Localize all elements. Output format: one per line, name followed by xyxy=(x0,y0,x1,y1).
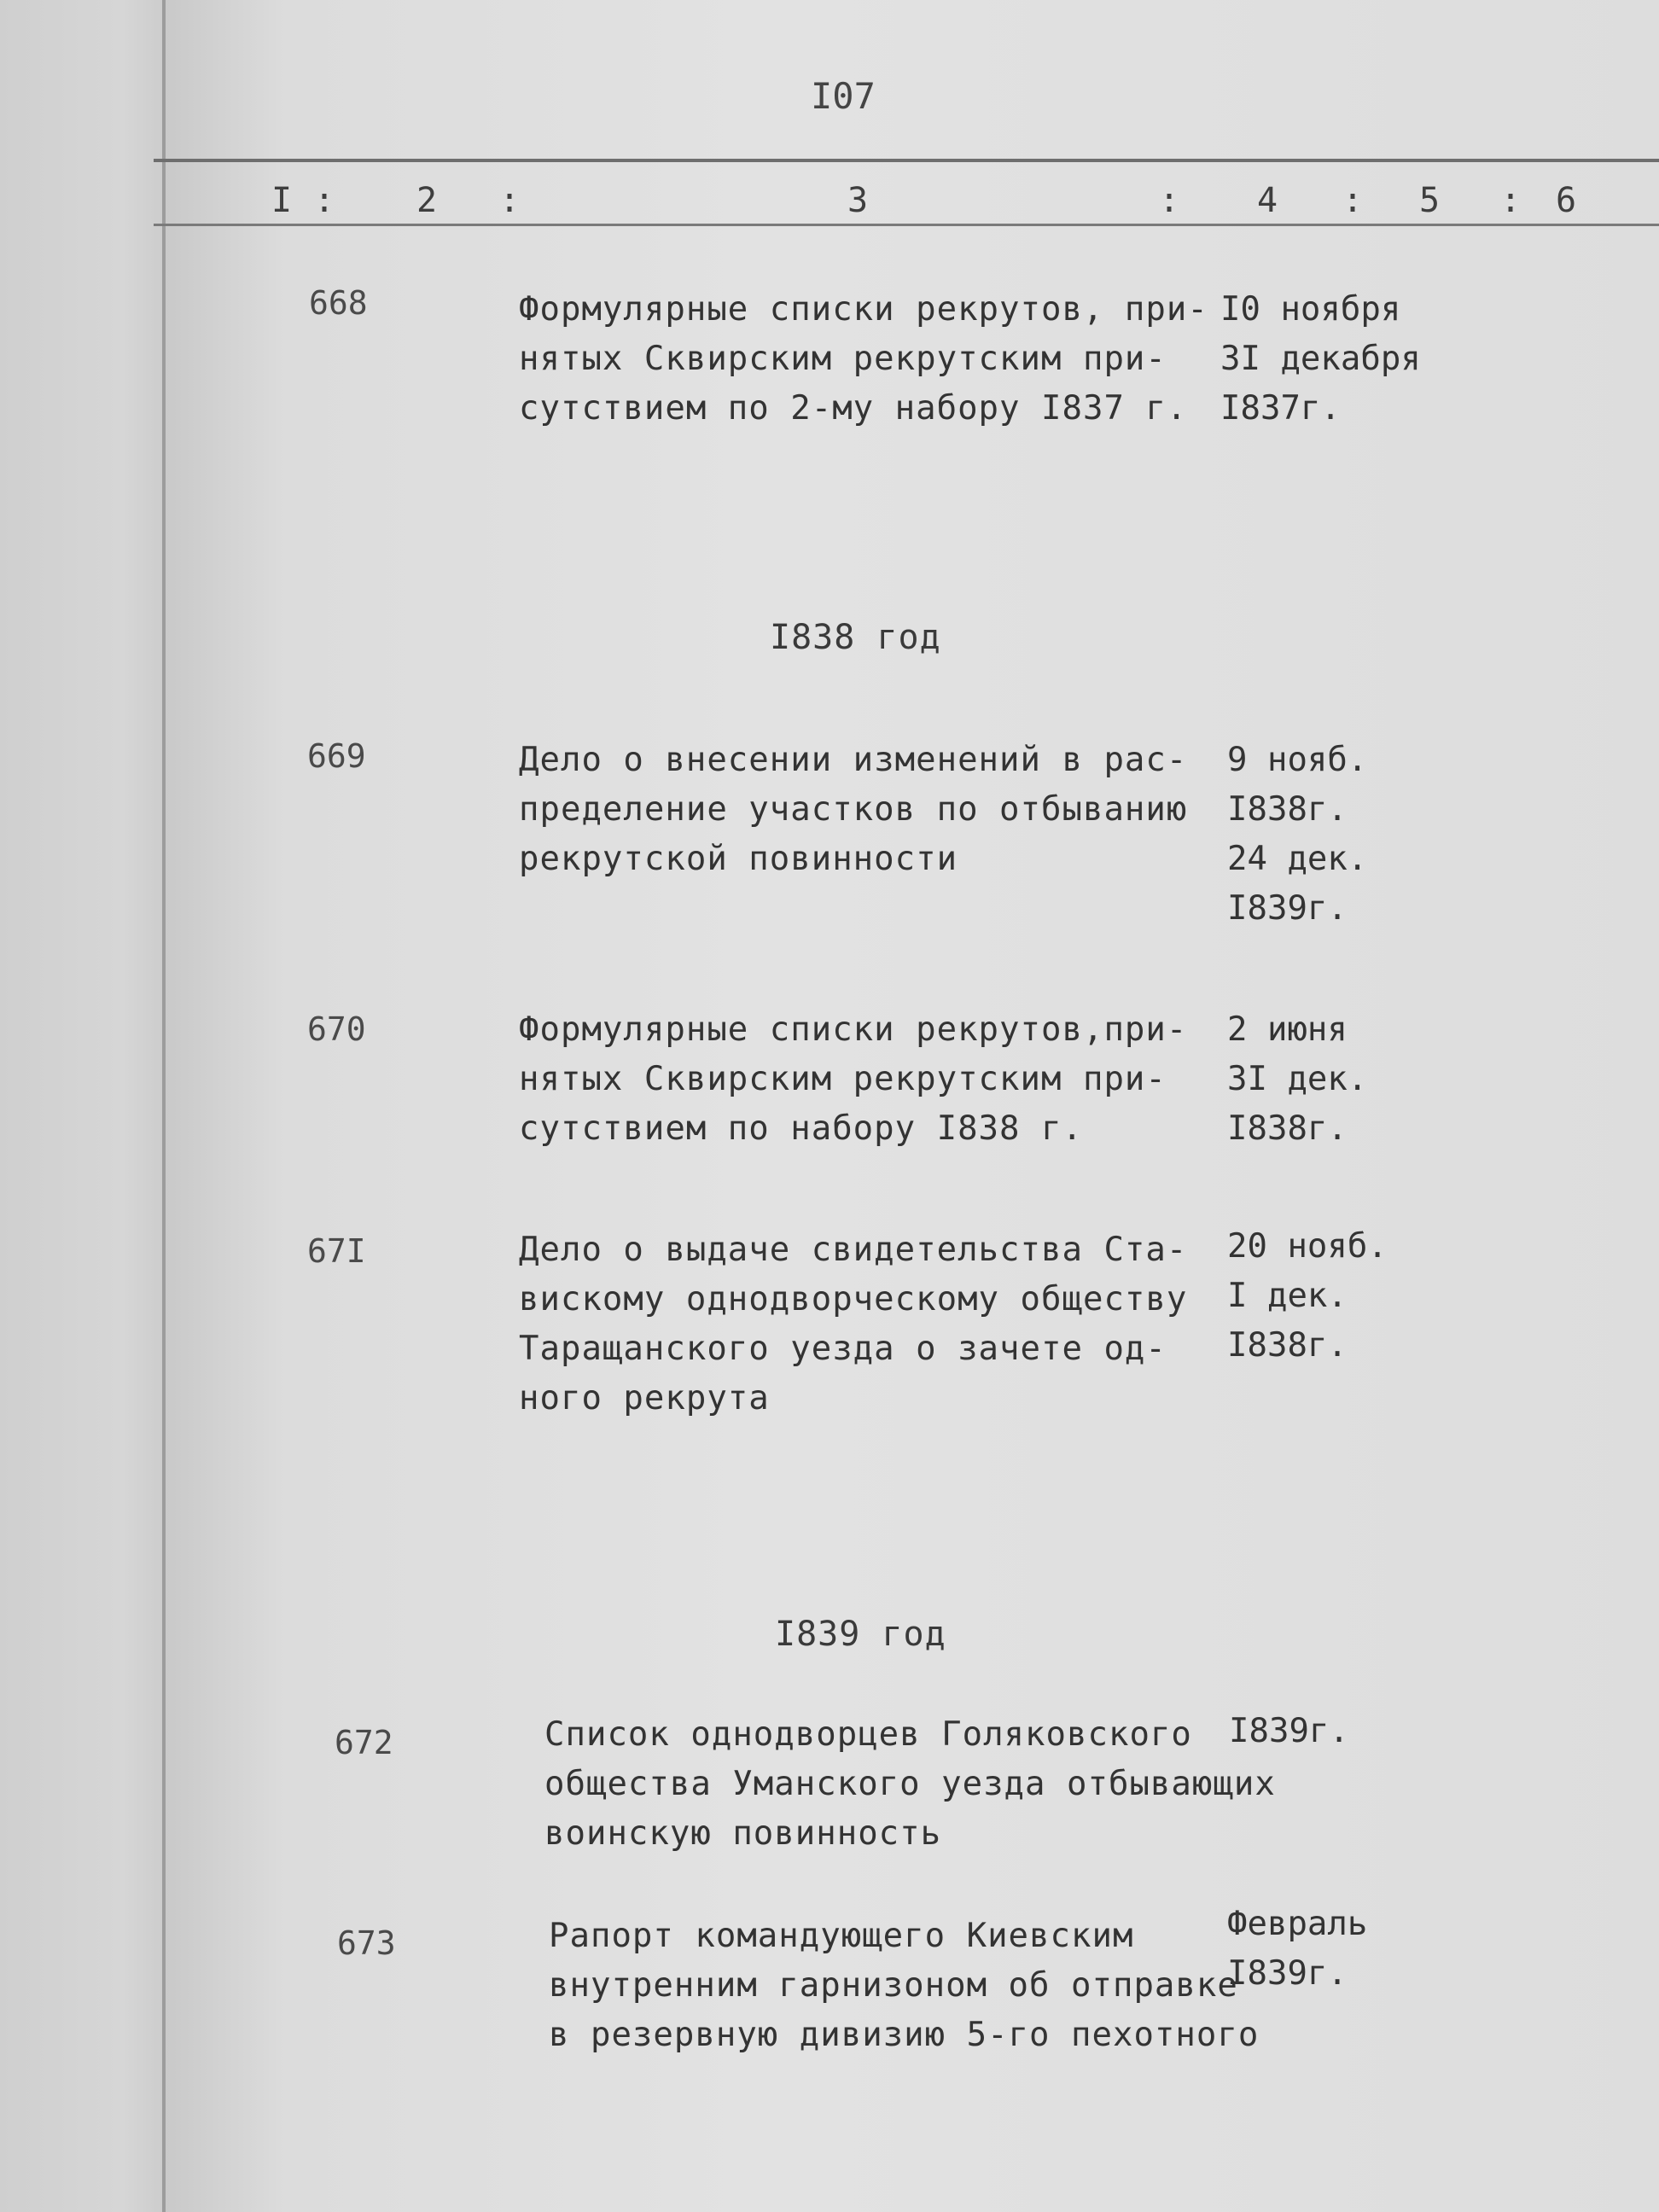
entry-number-670: 670 xyxy=(307,1010,366,1048)
entry-dates-669: 9 нояб. I838г. 24 дек. I839г. xyxy=(1227,741,1368,928)
entry-dates-670: 2 июня 3I дек. I838г. xyxy=(1227,1010,1368,1148)
col-header-6: 6 xyxy=(1556,181,1577,220)
col-header-sep-5: : xyxy=(1500,181,1522,220)
entry-title-668: Формулярные списки рекрутов, при- нятых Сквирским рекрутским при- сутствием по 2-му набору I837 г. xyxy=(519,290,1208,428)
entry-title-670: Формулярные списки рекрутов,при- нятых Сквирским рекрутским при- сутствием по набору I838 г. xyxy=(519,1010,1188,1148)
section-heading-1839: I839 год xyxy=(775,1615,946,1654)
col-header-5: 5 xyxy=(1419,181,1441,220)
col-header-1: I xyxy=(271,181,293,220)
page-number: I07 xyxy=(811,75,876,117)
entry-dates-672: I839г. xyxy=(1229,1712,1349,1750)
section-heading-1838: I838 год xyxy=(770,618,941,657)
col-header-sep-1: : xyxy=(314,181,335,220)
col-header-sep-2: : xyxy=(499,181,521,220)
header-rule-bottom xyxy=(154,224,1659,226)
left-page-margin xyxy=(0,0,175,2212)
col-header-sep-3: : xyxy=(1159,181,1180,220)
entry-number-669: 669 xyxy=(307,737,366,775)
entry-title-673: Рапорт командующего Киевским внутренним гарнизоном об отправке в резервную дивизию 5-го пехотного xyxy=(549,1917,1260,2054)
col-header-4: 4 xyxy=(1257,181,1278,220)
entry-dates-671: 20 нояб. I дек. I838г. xyxy=(1227,1227,1388,1365)
entry-number-672: 672 xyxy=(335,1724,393,1761)
entry-title-672: Список однодворцев Голяковского общества Уманского уезда отбывающих воинскую повинность xyxy=(544,1715,1276,1853)
entry-number-673: 673 xyxy=(337,1924,396,1962)
entry-number-671: 67I xyxy=(307,1232,366,1270)
col-header-sep-4: : xyxy=(1342,181,1364,220)
col-header-3: 3 xyxy=(847,181,869,220)
header-rule-top xyxy=(154,159,1659,162)
col-header-2: 2 xyxy=(416,181,438,220)
entry-dates-673: Февраль I839г. xyxy=(1227,1905,1368,1993)
entry-title-671: Дело о выдаче свидетельства Ста- вискому однодворческому обществу Таращанского уезда о зачете од- ного рекрута xyxy=(519,1231,1188,1417)
entry-title-669: Дело о внесении изменений в рас- пределение участков по отбыванию рекрутской повинности xyxy=(519,741,1188,878)
entry-dates-668: I0 ноября 3I декабря I837г. xyxy=(1220,290,1421,428)
entry-number-668: 668 xyxy=(309,284,368,322)
page-binding-edge xyxy=(162,0,166,2212)
